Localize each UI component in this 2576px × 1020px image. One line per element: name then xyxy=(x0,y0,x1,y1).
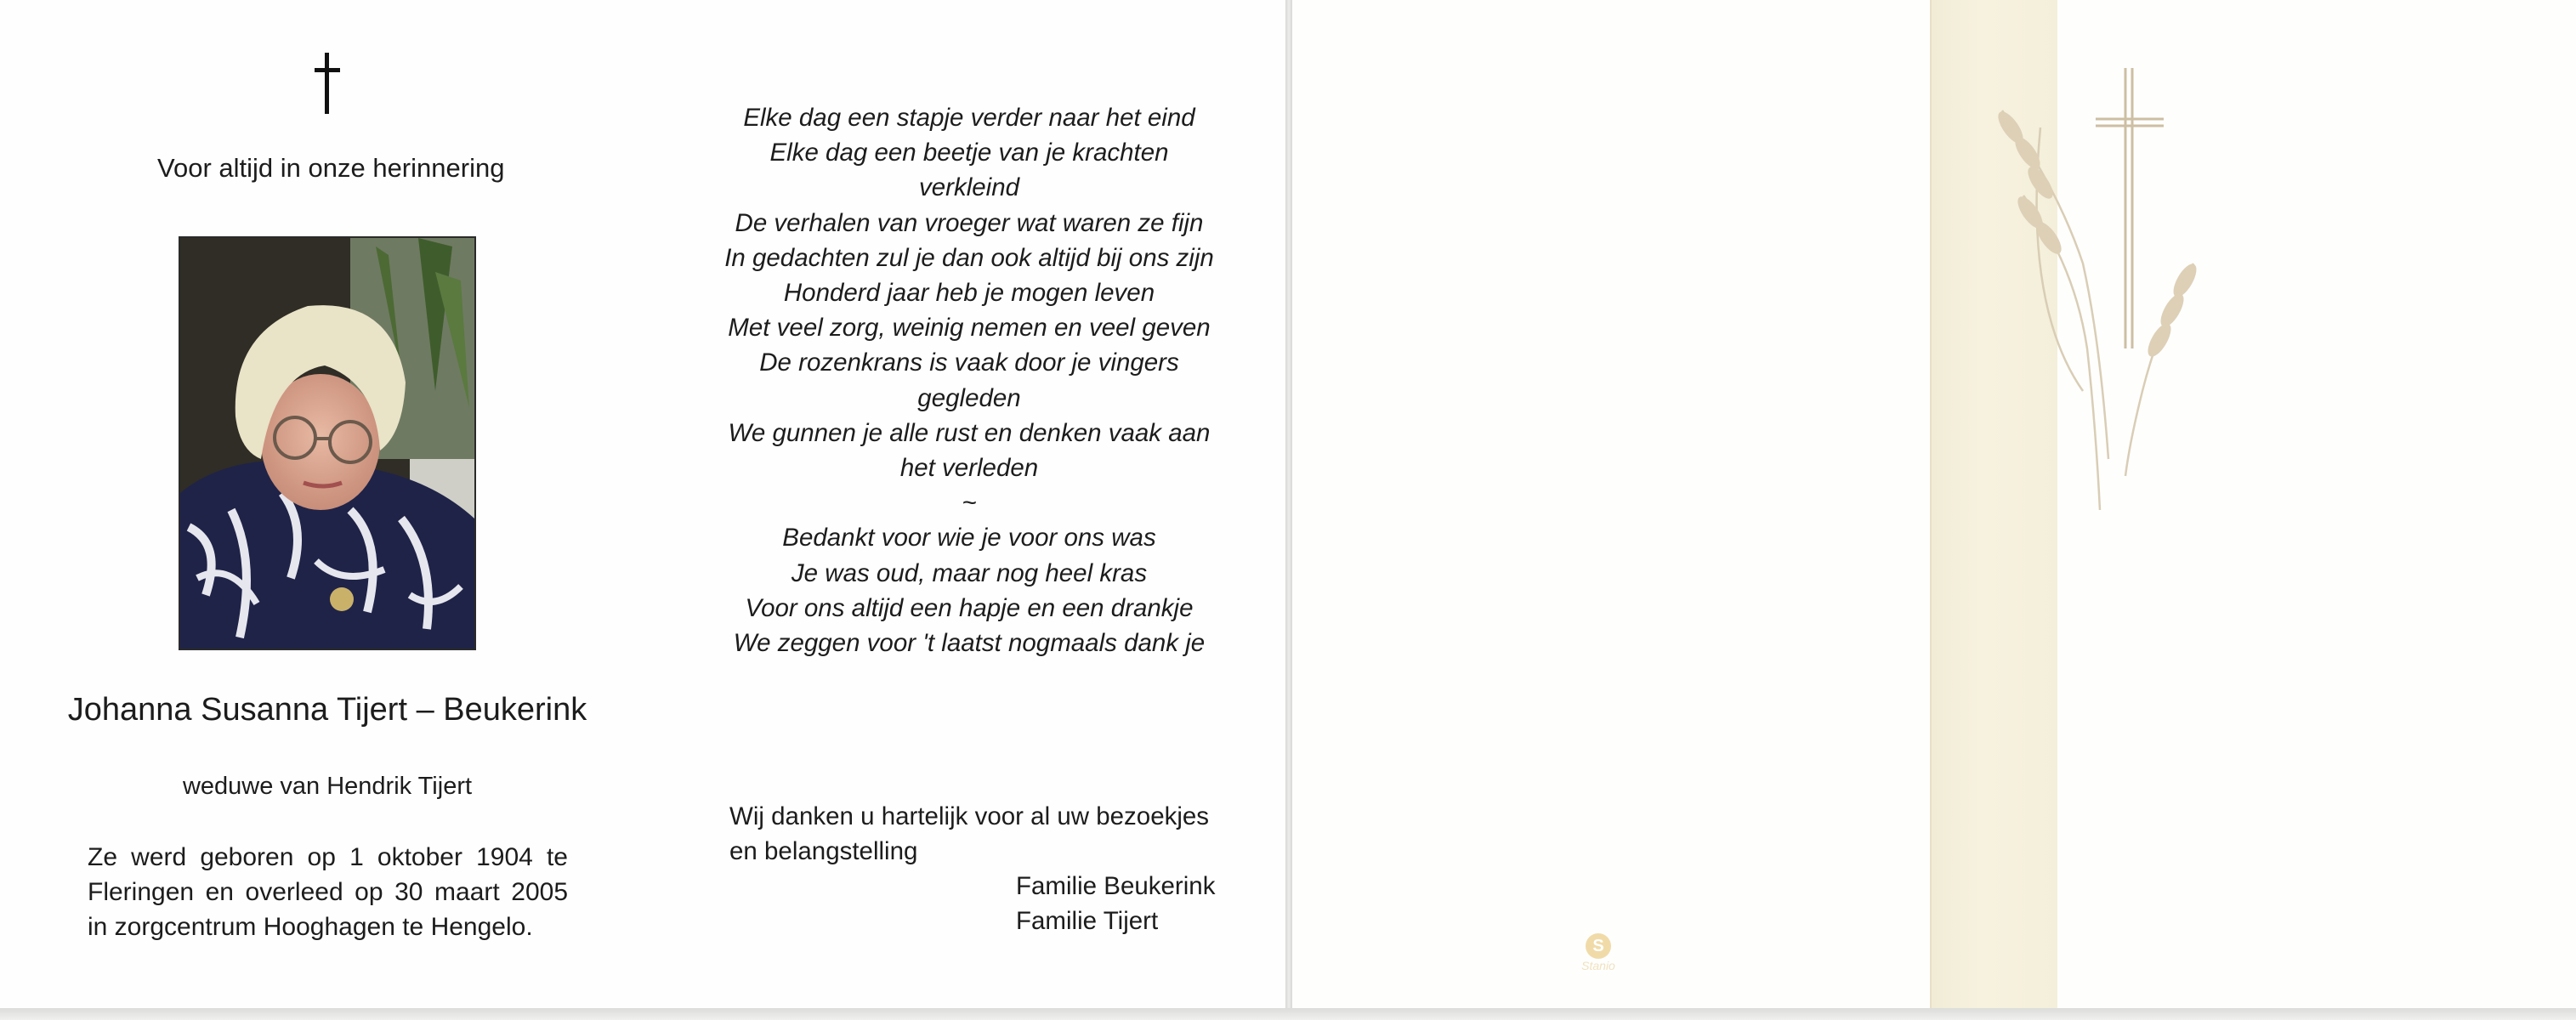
widow-line: weduwe van Hendrik Tijert xyxy=(182,773,473,800)
publisher-name: Stanio xyxy=(1581,959,1615,972)
poem-line: gegleden xyxy=(917,383,1021,412)
family-name: Familie Beukerink xyxy=(1016,872,1216,900)
thanks-text: Wij danken u hartelijk voor al uw bezoekjes en belangstelling xyxy=(729,802,1210,865)
family-name: Familie Tijert xyxy=(1016,907,1159,935)
poem-line: Elke dag een beetje van je krachten xyxy=(769,139,1169,167)
poem-line: het verleden xyxy=(899,454,1039,483)
poem-line: We zeggen voor 't laatst nogmaals dank je xyxy=(733,629,1206,658)
poem-line: Elke dag een stapje verder naar het eind xyxy=(743,104,1195,132)
card-fold xyxy=(1285,0,1292,1020)
poem xyxy=(701,100,1237,660)
poem-separator: ~ xyxy=(962,489,977,518)
memorial-heading: Voor altijd in onze herinnering xyxy=(157,153,505,183)
poem-line: Met veel zorg, weinig nemen en veel geven xyxy=(728,314,1211,343)
poem-line: We gunnen je alle rust en denken vaak aan xyxy=(728,418,1211,447)
scan-bottom-edge xyxy=(0,1008,2576,1020)
card-inside-spread xyxy=(0,0,1285,1010)
portrait-photo xyxy=(179,236,476,650)
publisher-logo xyxy=(1573,933,1624,984)
poem-line: In gedachten zul je dan ook altijd bij ons zijn xyxy=(724,243,1214,272)
cross-icon xyxy=(315,53,340,114)
deceased-name: Johanna Susanna Tijert – Beukerink xyxy=(67,692,587,728)
poem-line: Voor ons altijd een hapje en een drankje xyxy=(745,593,1194,622)
poem-line: Honderd jaar heb je mogen leven xyxy=(783,279,1155,308)
poem-line: Bedankt voor wie je voor ons was xyxy=(782,524,1156,552)
wheat-cross-icon xyxy=(1989,68,2219,544)
poem-line: verkleind xyxy=(918,173,1020,202)
publisher-logo-mark: S xyxy=(1586,933,1611,959)
poem-line: Je was oud, maar nog heel kras xyxy=(791,558,1148,587)
poem-line: De rozenkrans is vaak door je vingers xyxy=(759,348,1179,377)
family-signatures xyxy=(1016,869,1215,938)
biography-text: Ze werd geboren op 1 oktober 1904 te Fleringen en overleed op 30 maart 2005 in zorgcentrum Hooghagen te Hengelo. xyxy=(88,843,568,941)
poem-line: De verhalen van vroeger wat waren ze fijn xyxy=(735,208,1204,237)
